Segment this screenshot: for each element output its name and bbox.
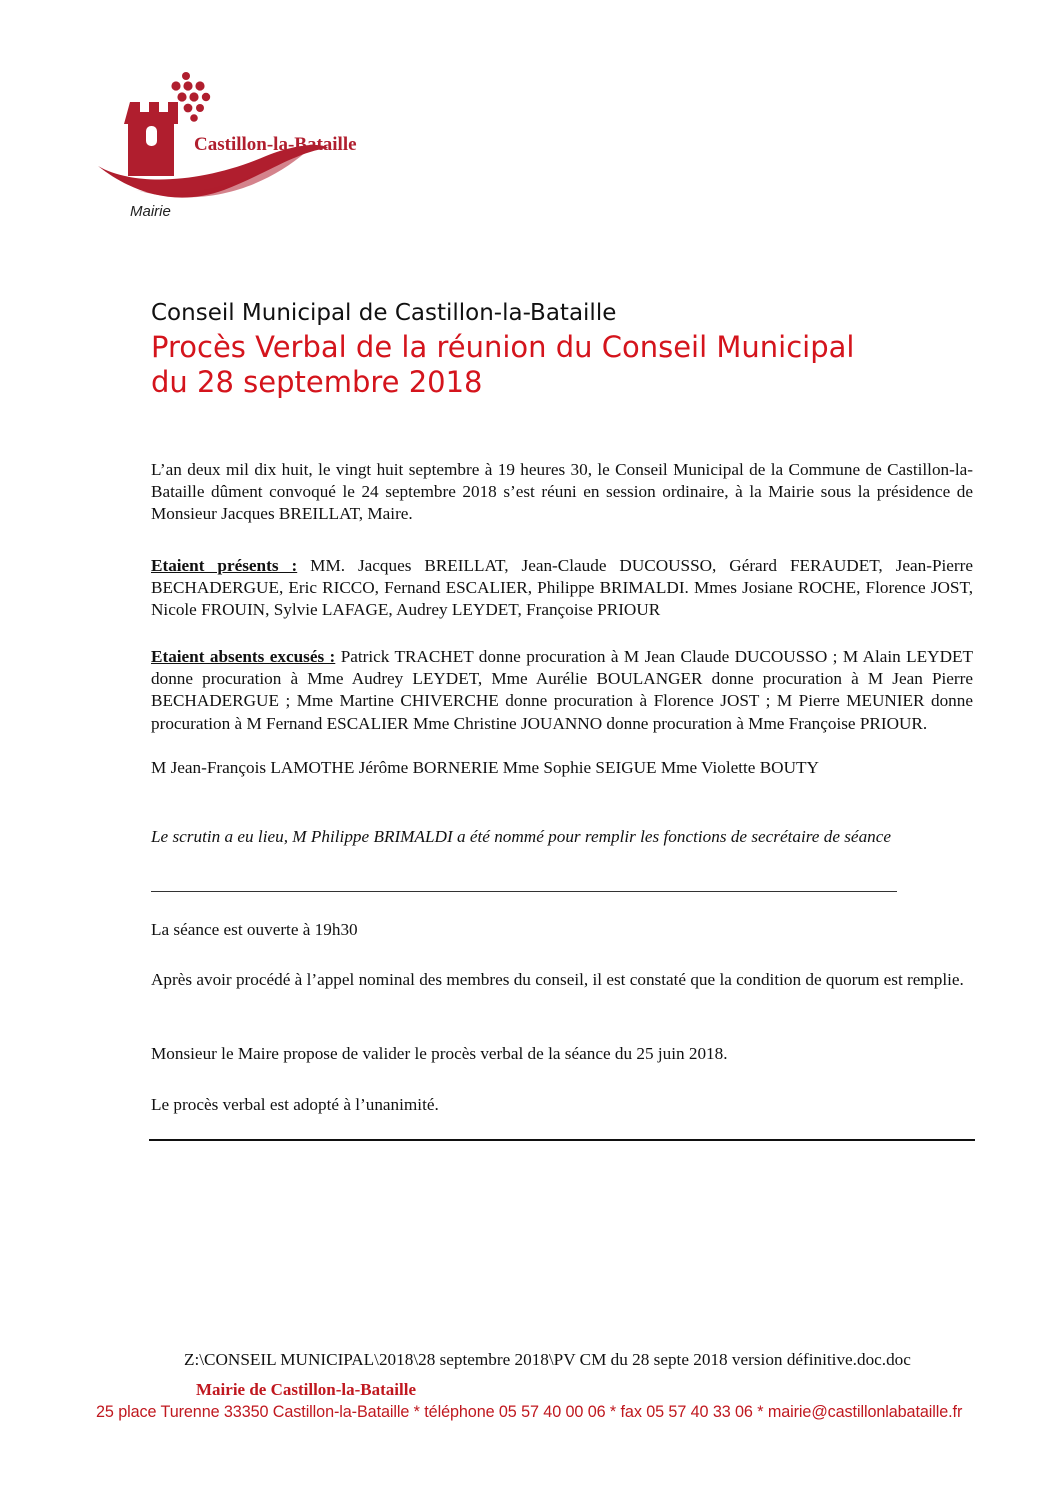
intro-paragraph: L’an deux mil dix huit, le vingt huit septembre à 19 heures 30, le Conseil Municipal de la Commune de Castillon-la-Bataille dûment convoqué le 24 septembre 2018 s’est réuni en session ordinaire, à la Mairie sous la présidence de Monsieur Jacques BREILLAT, Maire. bbox=[151, 460, 973, 524]
absents-label: Etaient absents excusés : bbox=[151, 647, 336, 666]
castillon-logo bbox=[96, 70, 416, 225]
footer-contact bbox=[96, 1403, 962, 1422]
presents-text: MM. Jacques BREILLAT, Jean-Claude DUCOUSSO, Gérard FERAUDET, Jean-Pierre BECHADERGUE, Eric RICCO, Fernand ESCALIER, Philippe BRIMALDI. Mmes Josiane ROCHE, Florence JOST, Nicole FROUIN, Sylvie LAFAGE, Audrey LEYDET, Françoise PRIOUR bbox=[151, 556, 973, 620]
footer-separator: * bbox=[609, 1403, 617, 1421]
absents-others: M Jean-François LAMOTHE Jérôme BORNERIE Mme Sophie SEIGUE Mme Violette BOUTY bbox=[151, 758, 819, 777]
footer-town-hall-name: Mairie de Castillon-la-Bataille bbox=[196, 1380, 417, 1399]
logo-subtitle: Mairie bbox=[130, 203, 171, 220]
footer-email: mairie@castillonlabataille.fr bbox=[767, 1403, 963, 1421]
opening-paragraph: La séance est ouverte à 19h30 bbox=[151, 920, 358, 939]
quorum-paragraph: Après avoir procédé à l’appel nominal des membres du conseil, il est constaté que la condition de quorum est remplie. bbox=[151, 970, 964, 989]
council-title: Conseil Municipal de Castillon-la-Bataille bbox=[151, 300, 617, 326]
absents-paragraph bbox=[151, 646, 973, 735]
footer-phone: téléphone 05 57 40 00 06 bbox=[424, 1403, 606, 1421]
section-divider bbox=[149, 1139, 975, 1141]
file-path: Z:\CONSEIL MUNICIPAL\2018\28 septembre 2018\PV CM du 28 septe 2018 version définitive.doc.doc bbox=[184, 1350, 911, 1369]
footer-separator: * bbox=[757, 1403, 764, 1421]
presents-label: Etaient présents : bbox=[151, 556, 298, 575]
secretary-paragraph: Le scrutin a eu lieu, M Philippe BRIMALDI a été nommé pour remplir les fonctions de secrétaire de séance bbox=[151, 827, 892, 846]
proposal-paragraph: Monsieur le Maire propose de valider le procès verbal de la séance du 25 juin 2018. bbox=[151, 1044, 728, 1063]
minutes-title: Procès Verbal de la réunion du Conseil Municipal bbox=[151, 330, 855, 364]
footer-fax: fax 05 57 40 33 06 bbox=[620, 1403, 753, 1421]
footer-separator: * bbox=[413, 1403, 420, 1421]
footer-address: 25 place Turenne 33350 Castillon-la-Bataille bbox=[96, 1403, 410, 1421]
presents-paragraph bbox=[151, 555, 973, 622]
minutes-date: du 28 septembre 2018 bbox=[151, 365, 483, 399]
absents-text: Patrick TRACHET donne procuration à M Jean Claude DUCOUSSO ; M Alain LEYDET donne procuration à Mme Audrey LEYDET, Mme Aurélie BOULANGER donne procuration à M Jean Pierre BECHADERGUE ; Mme Martine CHIVERCHE donne procuration à Florence JOST ; M Pierre MEUNIER donne procuration à M Fernand ESCALIER Mme Christine JOUANNO donne procuration à Mme Françoise PRIOUR. bbox=[151, 647, 973, 733]
document-heading bbox=[151, 296, 854, 400]
separator-line bbox=[151, 891, 897, 892]
logo-town-name: Castillon-la-Bataille bbox=[194, 134, 357, 155]
adopted-paragraph: Le procès verbal est adopté à l’unanimité. bbox=[151, 1095, 439, 1114]
